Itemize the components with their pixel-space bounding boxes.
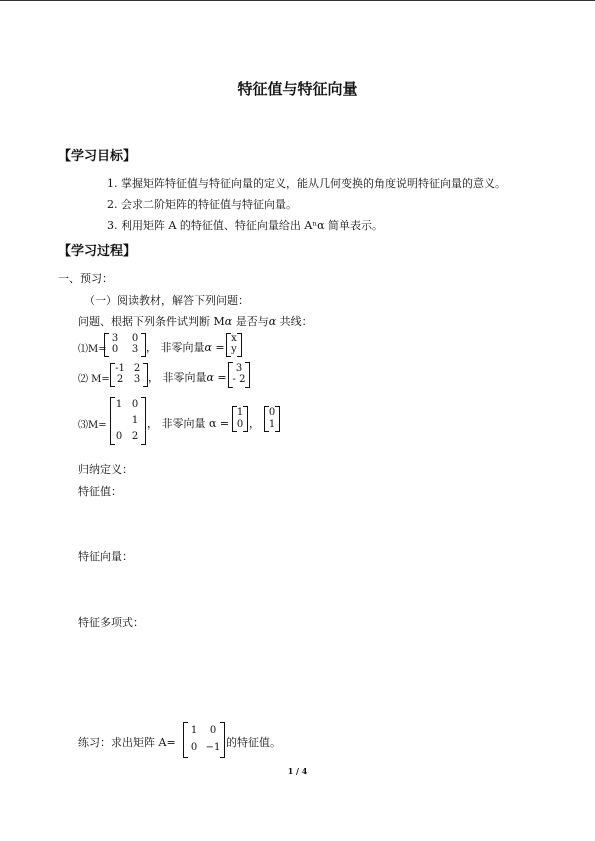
matrix-cell: 0 (115, 431, 123, 442)
q1-mid-text: ， 非零向量 (146, 341, 205, 354)
top-rule (0, 0, 595, 1)
matrix-cell: 2 (133, 363, 141, 374)
preview-label: 一、预习： (58, 272, 113, 285)
exercise-prefix: 练习：求出矩阵 A= (78, 736, 176, 749)
vector-cell: x (231, 333, 237, 344)
matrix-cell: 3 (111, 333, 119, 344)
matrix-cell: 0 (131, 333, 139, 344)
q2-mid-text: ， 非零向量 (148, 371, 207, 384)
q3-vector-2 (264, 406, 280, 432)
q1-middle (146, 339, 225, 355)
q3-matrix (110, 397, 146, 445)
vector-cell: - 2 (232, 374, 246, 385)
matrix-cell: 3 (131, 344, 139, 355)
alpha-symbol: α (204, 341, 212, 354)
alpha-symbol: α (268, 315, 277, 328)
page-title: 特征值与特征向量 (237, 80, 358, 98)
alpha-symbol: α (206, 371, 214, 384)
matrix-cell: −1 (205, 742, 221, 753)
q2-eq: = (213, 371, 227, 384)
vector-cell: 3 (235, 363, 243, 374)
q3-prefix: ⑶M= (78, 420, 107, 431)
preview-question (78, 313, 313, 329)
page-number: 1 / 4 (287, 766, 308, 776)
q1-eq: = (211, 341, 225, 354)
matrix-cell: -1 (115, 363, 125, 374)
eigenvalue-label: 特征值： (78, 485, 122, 498)
eigenvector-label: 特征向量： (78, 550, 133, 563)
matrix-cell: 2 (131, 431, 139, 442)
matrix-cell: 2 (116, 374, 124, 385)
q3-separator: ， (249, 417, 260, 430)
vector-cell: 1 (268, 419, 276, 430)
preview-subheading: （一）阅读教材，解答下列问题： (84, 294, 249, 307)
vector-cell: 0 (268, 407, 276, 418)
characteristic-polynomial-label: 特征多项式： (78, 616, 144, 629)
goal-item-1: 1. 掌握矩阵特征值与特征向量的定义，能从几何变换的角度说明特征向量的意义。 (107, 177, 506, 190)
q1-prefix: ⑴M= (78, 344, 107, 355)
exercise-matrix (183, 722, 225, 758)
matrix-cell: 0 (190, 742, 198, 753)
q3-middle: ， 非零向量 α = (147, 417, 230, 430)
goal-item-2: 2. 会求二阶矩阵的特征值与特征向量。 (107, 198, 297, 211)
process-heading: 【学习过程】 (58, 244, 137, 259)
matrix-cell: 0 (111, 344, 119, 355)
alpha-symbol: α (224, 315, 233, 328)
q2-middle (148, 369, 227, 385)
matrix-cell: 1 (115, 399, 123, 410)
question-text: 问题、根据下列条件试判断 M (78, 315, 225, 328)
vector-cell: 1 (236, 407, 244, 418)
goal-item-3: 3. 利用矩阵 A 的特征值、特征向量给出 Aⁿα 简单表示。 (107, 219, 384, 232)
q1-vector (226, 333, 242, 357)
q1-matrix (104, 333, 146, 357)
q3-vector-1 (232, 406, 248, 432)
induce-definition-label: 归纳定义： (78, 463, 133, 476)
matrix-cell: 3 (133, 374, 141, 385)
question-text-tail: 是否与 (232, 315, 269, 328)
matrix-cell: 1 (190, 725, 198, 736)
q2-matrix (110, 363, 148, 387)
matrix-cell: 0 (131, 399, 139, 410)
vector-cell: 0 (236, 419, 244, 430)
q2-prefix: ⑵ M= (78, 374, 110, 385)
vector-cell: y (231, 344, 237, 355)
matrix-cell: 1 (131, 415, 139, 426)
exercise-suffix: 的特征值。 (226, 736, 281, 749)
goals-heading: 【学习目标】 (58, 149, 137, 164)
matrix-cell: 0 (209, 725, 217, 736)
question-text-end: 共线： (276, 315, 313, 328)
q2-vector (228, 362, 250, 388)
